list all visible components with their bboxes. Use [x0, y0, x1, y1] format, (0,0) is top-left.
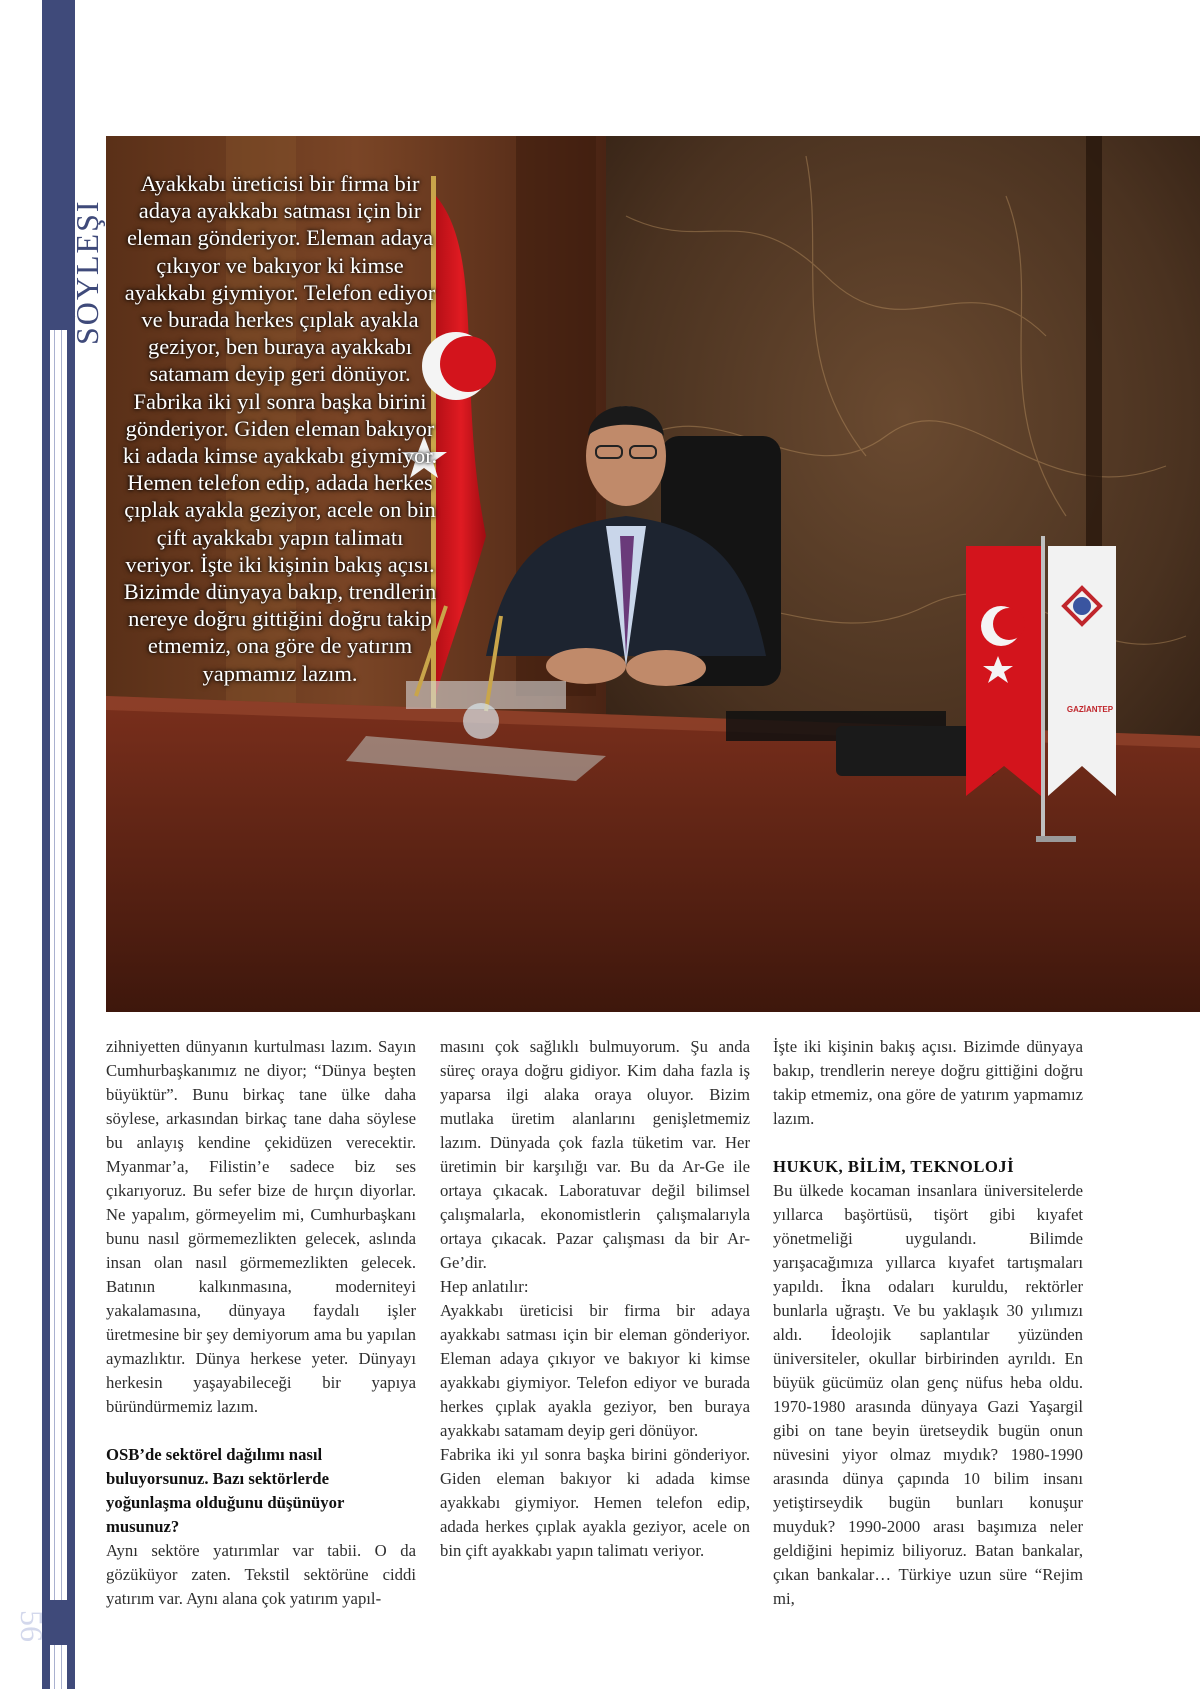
article-column-3 — [773, 1035, 1083, 1611]
paragraph: masını çok sağlıklı bulmuyorum. Şu anda süreç oraya doğru gidiyor. Kim daha fazla iş yaparsa ilgi alaka oraya oluyor. Bizim mutlaka üretim alanlarını genişletmemiz lazım. Dünyada çok fazla tüketim var. Her üretimin bir karşılığı var. Bu da Ar-Ge ile ortaya çıkacak. Laboratuvar değil bilimsel çalışmalarla, ekonomistlerin çalışmalarıyla ortaya çıkacak. Pazar çalışması da bir Ar-Ge’dir. — [440, 1037, 750, 1272]
side-double-rule — [50, 330, 67, 1600]
paragraph: Bu ülkede kocaman insanlara üniversitelerde yıllarca başörtüsü, tişört gibi kıyafet yönetmeliği uygulandı. Bilimde yarışacağımıza yıllarca kıyafet tartışmaları yapıldı. İkna odaları kuruldu, rektörler bunlarla uğraştı. Ve bu yaklaşık 30 yılımızı aldı. İdeolojik saplantılar yüzünden üniversiteler, okullar birbirinden ayrıldı. En büyük gücümüz olan genç nüfus heba oldu. 1970-1980 arasında dünyaya Gazi Yaşargil gibi on tane beyin üretseydik bugün onun nüvesini yiyor olmaz mıydık? 1980-1990 arasında dünya çapında 10 bilim insanı yetiştirseydik bugün bunları konuşur muyduk? 1990-2000 arası başımıza neler geldiğini hepimiz biliyoruz. Batan bankalar, çıkan bankalar… Türkiye uzun süre “Rejim mi, — [773, 1181, 1083, 1608]
desk-flag-badge: GAZİANTEP — [1066, 705, 1114, 714]
page-number-text: 56 — [14, 1610, 50, 1642]
section-heading: HUKUK, BİLİM, TEKNOLOJİ — [773, 1157, 1015, 1176]
section-title-text: SÖYLEŞİ — [69, 199, 105, 345]
paragraph: İşte iki kişinin bakış açısı. Bizimde dünyaya bakıp, trendlerin nereye doğru gittiğini doğru takip etmemiz, ona göre de yatırım yapmamız lazım. — [773, 1037, 1083, 1128]
paragraph: Fabrika iki yıl sonra başka birini gönderiyor. Giden eleman bakıyor ki adada kimse ayakkabı giymiyor. Hemen telefon edip, adada herkes çıplak ayakla geziyor, acele on bin çift ayakkabı yapın talimatı veriyor. — [440, 1445, 750, 1560]
article-column-1 — [106, 1035, 416, 1611]
article-column-2 — [440, 1035, 750, 1563]
interview-question: OSB’de sektörel dağılımı nasıl buluyorsunuz. Bazı sektörlerde yoğunlaşma olduğunu düşünüyor musunuz? — [106, 1445, 345, 1536]
brand-logo: BOSS — [100, 9, 137, 100]
paragraph: Aynı sektöre yatırımlar var tabii. O da gözüküyor zaten. Tekstil sektörüne ciddi yatırım var. Aynı alana çok yatırım yapıl- — [106, 1541, 416, 1608]
paragraph: Ayakkabı üreticisi bir firma bir adaya ayakkabı satması için bir eleman gönderiyor. Eleman adaya çıkıyor ve bakıyor ki kimse ayakkabı giymiyor. Telefon ediyor ve burada herkes çıplak ayakla geziyor, ben buraya ayakkabı satamam deyip geri dönüyor. — [440, 1301, 750, 1440]
pull-quote: Ayakkabı üreticisi bir firma bir adaya ayakkabı satması için bir eleman gönderiyor. Eleman adaya çıkıyor ve bakıyor ki kimse ayakkabı giymiyor. Telefon ediyor ve burada herkes çıplak ayakla geziyor, ben buraya ayakkabı satamam deyip geri dönüyor. Fabrika iki yıl sonra başka birini gönderiyor. Giden eleman bakıyor ki adada kimse ayakkabı giymiyor. Hemen telefon edip, adada herkes çıplak ayakla geziyor, acele on bin çift ayakkabı yapın talimatı veriyor. İşte iki kişinin bakış açısı. Bizimde dünyaya bakıp, trendlerin nereye doğru gittiğini doğru takip etmemiz, ona göre de yatırım yapmamız lazım. — [122, 171, 438, 686]
side-double-rule-bottom — [50, 1645, 67, 1689]
paragraph: zihniyetten dünyanın kurtulması lazım. Sayın Cumhurbaşkanımız ne diyor; “Dünya beşten büyüktür”. Bunu birkaç tane ülke daha söylese, arkasından birkaç tane daha söylese bu anlayış kendine çekidüzen verecektir. Myanmar’a, Filistin’e sadece biz ses çıkarıyoruz. Bu sefer bize de hırçın diyorlar. Ne yapalım, görmeyelim mi, Cumhurbaşkanı bunu nasıl görmemezlikten gelecek, aslında insan olan nasıl görmemezlikten gelecek. Batının kalkınmasına, moderniteyi yakalamasına, dünyaya faydalı işler üretmesine bir şey demiyorum ama bu yapılan aymazlıktır. Dünya herkese yeter. Dünyayı herkesin yaşayabileceği bir yapıya büründürmemiz lazım. — [106, 1037, 416, 1416]
paragraph: Hep anlatılır: — [440, 1277, 529, 1296]
